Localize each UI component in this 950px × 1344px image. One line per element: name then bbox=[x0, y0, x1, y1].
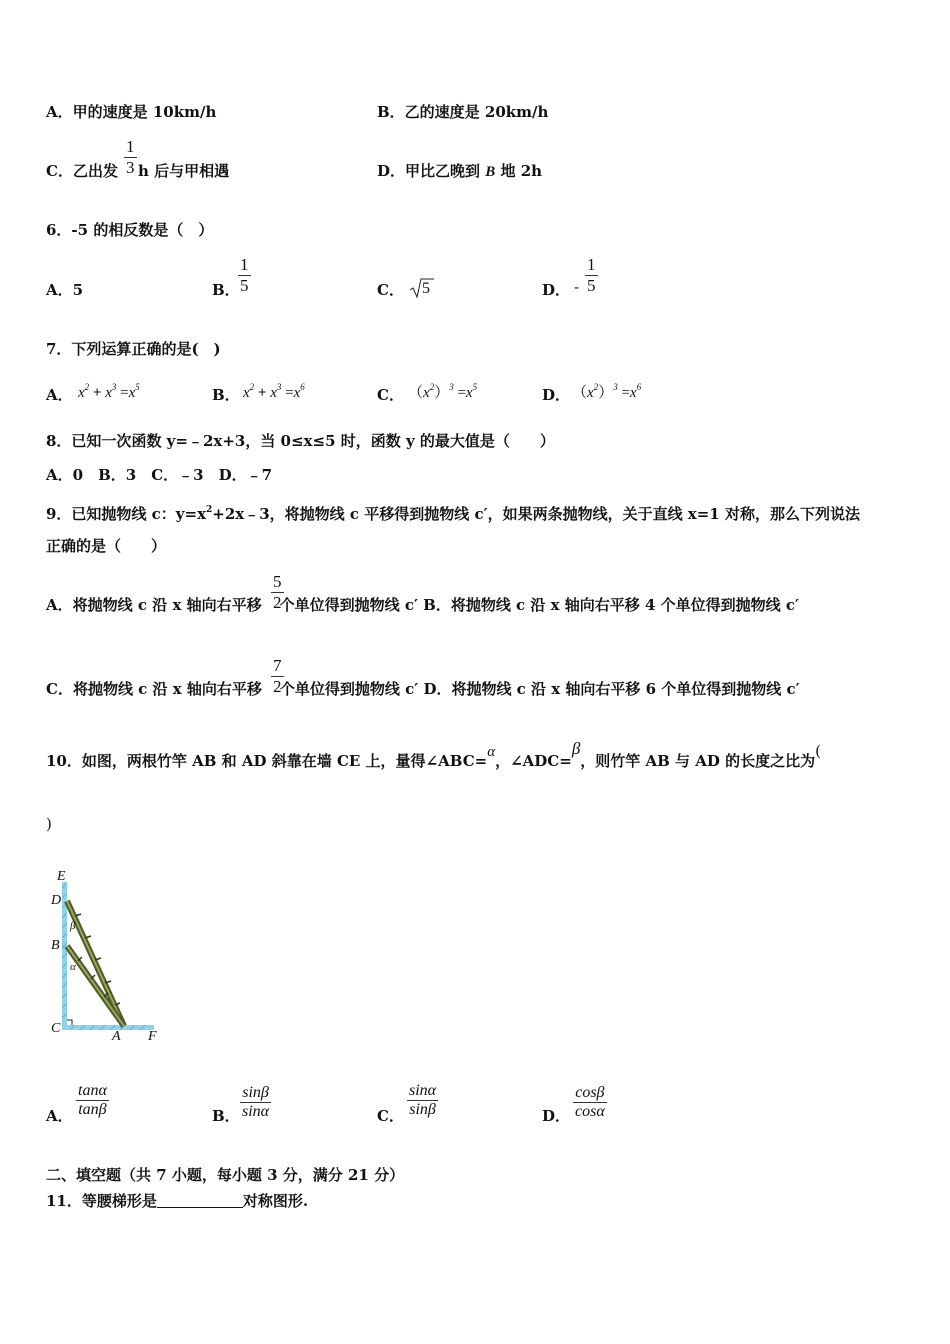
q6-option-d-fraction: 1 5 bbox=[587, 255, 596, 295]
point-b-var: B bbox=[485, 164, 496, 180]
q5-option-b: B．乙的速度是 20km/h bbox=[377, 103, 549, 121]
q10-option-a-label: A． bbox=[46, 1107, 73, 1125]
q5-option-c-suffix: h 后与甲相遇 bbox=[137, 162, 230, 180]
q5-option-c-fraction bbox=[124, 137, 137, 178]
label-alpha: α bbox=[70, 961, 76, 973]
q5-option-d: D．甲比乙晚到 B 地 2h bbox=[377, 162, 543, 180]
q5-option-c bbox=[46, 162, 229, 180]
q7-option-b-label: B． bbox=[212, 386, 240, 404]
q11-stem: 11．等腰梯形是 对称图形. bbox=[46, 1192, 309, 1210]
q5-option-a: A．甲的速度是 10km/h bbox=[46, 103, 217, 121]
q9-stem-line1: 9．已知抛物线 c：$y=x^2+2x﹣3$，将抛物线 c 平移得到抛物线 c′，如果两条抛物线，关于直线 x=1 对称，那么下列说法 bbox=[46, 505, 860, 523]
label-b: B bbox=[51, 938, 60, 953]
section-title: 二、填空题（共 7 小题，每小题 3 分，满分 21 分） bbox=[46, 1166, 405, 1184]
q7-stem: 7．下列运算正确的是( ) bbox=[46, 340, 221, 358]
q6-option-d-label: D． bbox=[542, 281, 571, 299]
q10-option-c-label: C． bbox=[377, 1107, 404, 1125]
q8-stem: 8．已知一次函数 y=﹣2x+3，当 0≤x≤5 时，函数 y 的最大值是（ ） bbox=[46, 432, 555, 450]
q9-option-cd: C．将抛物线 c 沿 x 轴向右平移 个单位得到抛物线 c′ D．将抛物线 c 沿 x 轴向右平移 6 个单位得到抛物线 c′ bbox=[46, 680, 800, 698]
q7-option-a-label: A． bbox=[46, 386, 73, 404]
beta-symbol: β bbox=[571, 739, 581, 758]
q6-option-a: A．5 bbox=[46, 281, 84, 299]
q9-option-a-fraction: 5 2 bbox=[273, 572, 282, 612]
label-c: C bbox=[51, 1021, 61, 1036]
fraction-numerator: 1 bbox=[126, 137, 135, 156]
fraction-denominator: 3 bbox=[126, 158, 135, 177]
q6-option-b-fraction: 1 5 bbox=[240, 255, 249, 295]
q5-option-c-prefix: C．乙出发 bbox=[46, 162, 118, 180]
q6-option-c-label: C． bbox=[377, 281, 404, 299]
q9-option-ab: A．将抛物线 c 沿 x 轴向右平移 个单位得到抛物线 c′ B．将抛物线 c 沿 x 轴向右平移 4 个单位得到抛物线 c′ bbox=[46, 596, 799, 614]
q7-option-a-expr: $x^2 + x^3 =x^5$ bbox=[78, 382, 140, 401]
q10-option-b-fraction: sinβ sinα bbox=[242, 1084, 270, 1120]
q10-option-a-fraction: tanα tanβ bbox=[78, 1082, 107, 1118]
sqrt-symbol: 5 bbox=[409, 277, 434, 299]
q7-option-b-expr: $x^2 + x^3 =x^6$ bbox=[243, 382, 305, 401]
q6-option-b-label: B． bbox=[212, 281, 240, 299]
label-d: D bbox=[51, 893, 62, 908]
q9-option-c-fraction: 7 2 bbox=[273, 656, 282, 696]
q7-option-d-expr: $(x^2)^3 =x^6$ bbox=[572, 382, 642, 401]
q10-option-d-label: D． bbox=[542, 1107, 571, 1125]
q7-option-c-expr: $(x^2)^3 =x^5$ bbox=[408, 382, 478, 401]
q10-option-c-fraction: sinα sinβ bbox=[409, 1082, 437, 1118]
minus-sign: - bbox=[574, 278, 580, 296]
answer-blank[interactable] bbox=[157, 1193, 243, 1208]
alpha-symbol: α bbox=[487, 744, 496, 760]
q6-stem: 6．-5 的相反数是（ ） bbox=[46, 221, 214, 239]
label-beta: β bbox=[70, 920, 76, 932]
label-a: A bbox=[112, 1029, 121, 1044]
q8-options: A．0 B．3 C．﹣3 D．﹣7 bbox=[46, 466, 273, 484]
q9-stem-line2: 正确的是（ ） bbox=[46, 537, 167, 555]
q10-option-d-fraction: cosβ cosα bbox=[575, 1084, 605, 1120]
label-e: E bbox=[57, 869, 66, 884]
q10-option-b-label: B． bbox=[212, 1107, 240, 1125]
label-f: F bbox=[148, 1029, 157, 1044]
q10-close-paren: ) bbox=[46, 815, 52, 833]
bamboo-wall-figure bbox=[48, 868, 166, 1048]
q7-option-d-label: D． bbox=[542, 386, 571, 404]
q10-stem: 10．如图，两根竹竿 AB 和 AD 斜靠在墙 CE 上，量得∠ABC=α，∠ADC=β，则竹竿 AB 与 AD 的长度之比为( bbox=[46, 739, 822, 770]
q7-option-c-label: C． bbox=[377, 386, 404, 404]
